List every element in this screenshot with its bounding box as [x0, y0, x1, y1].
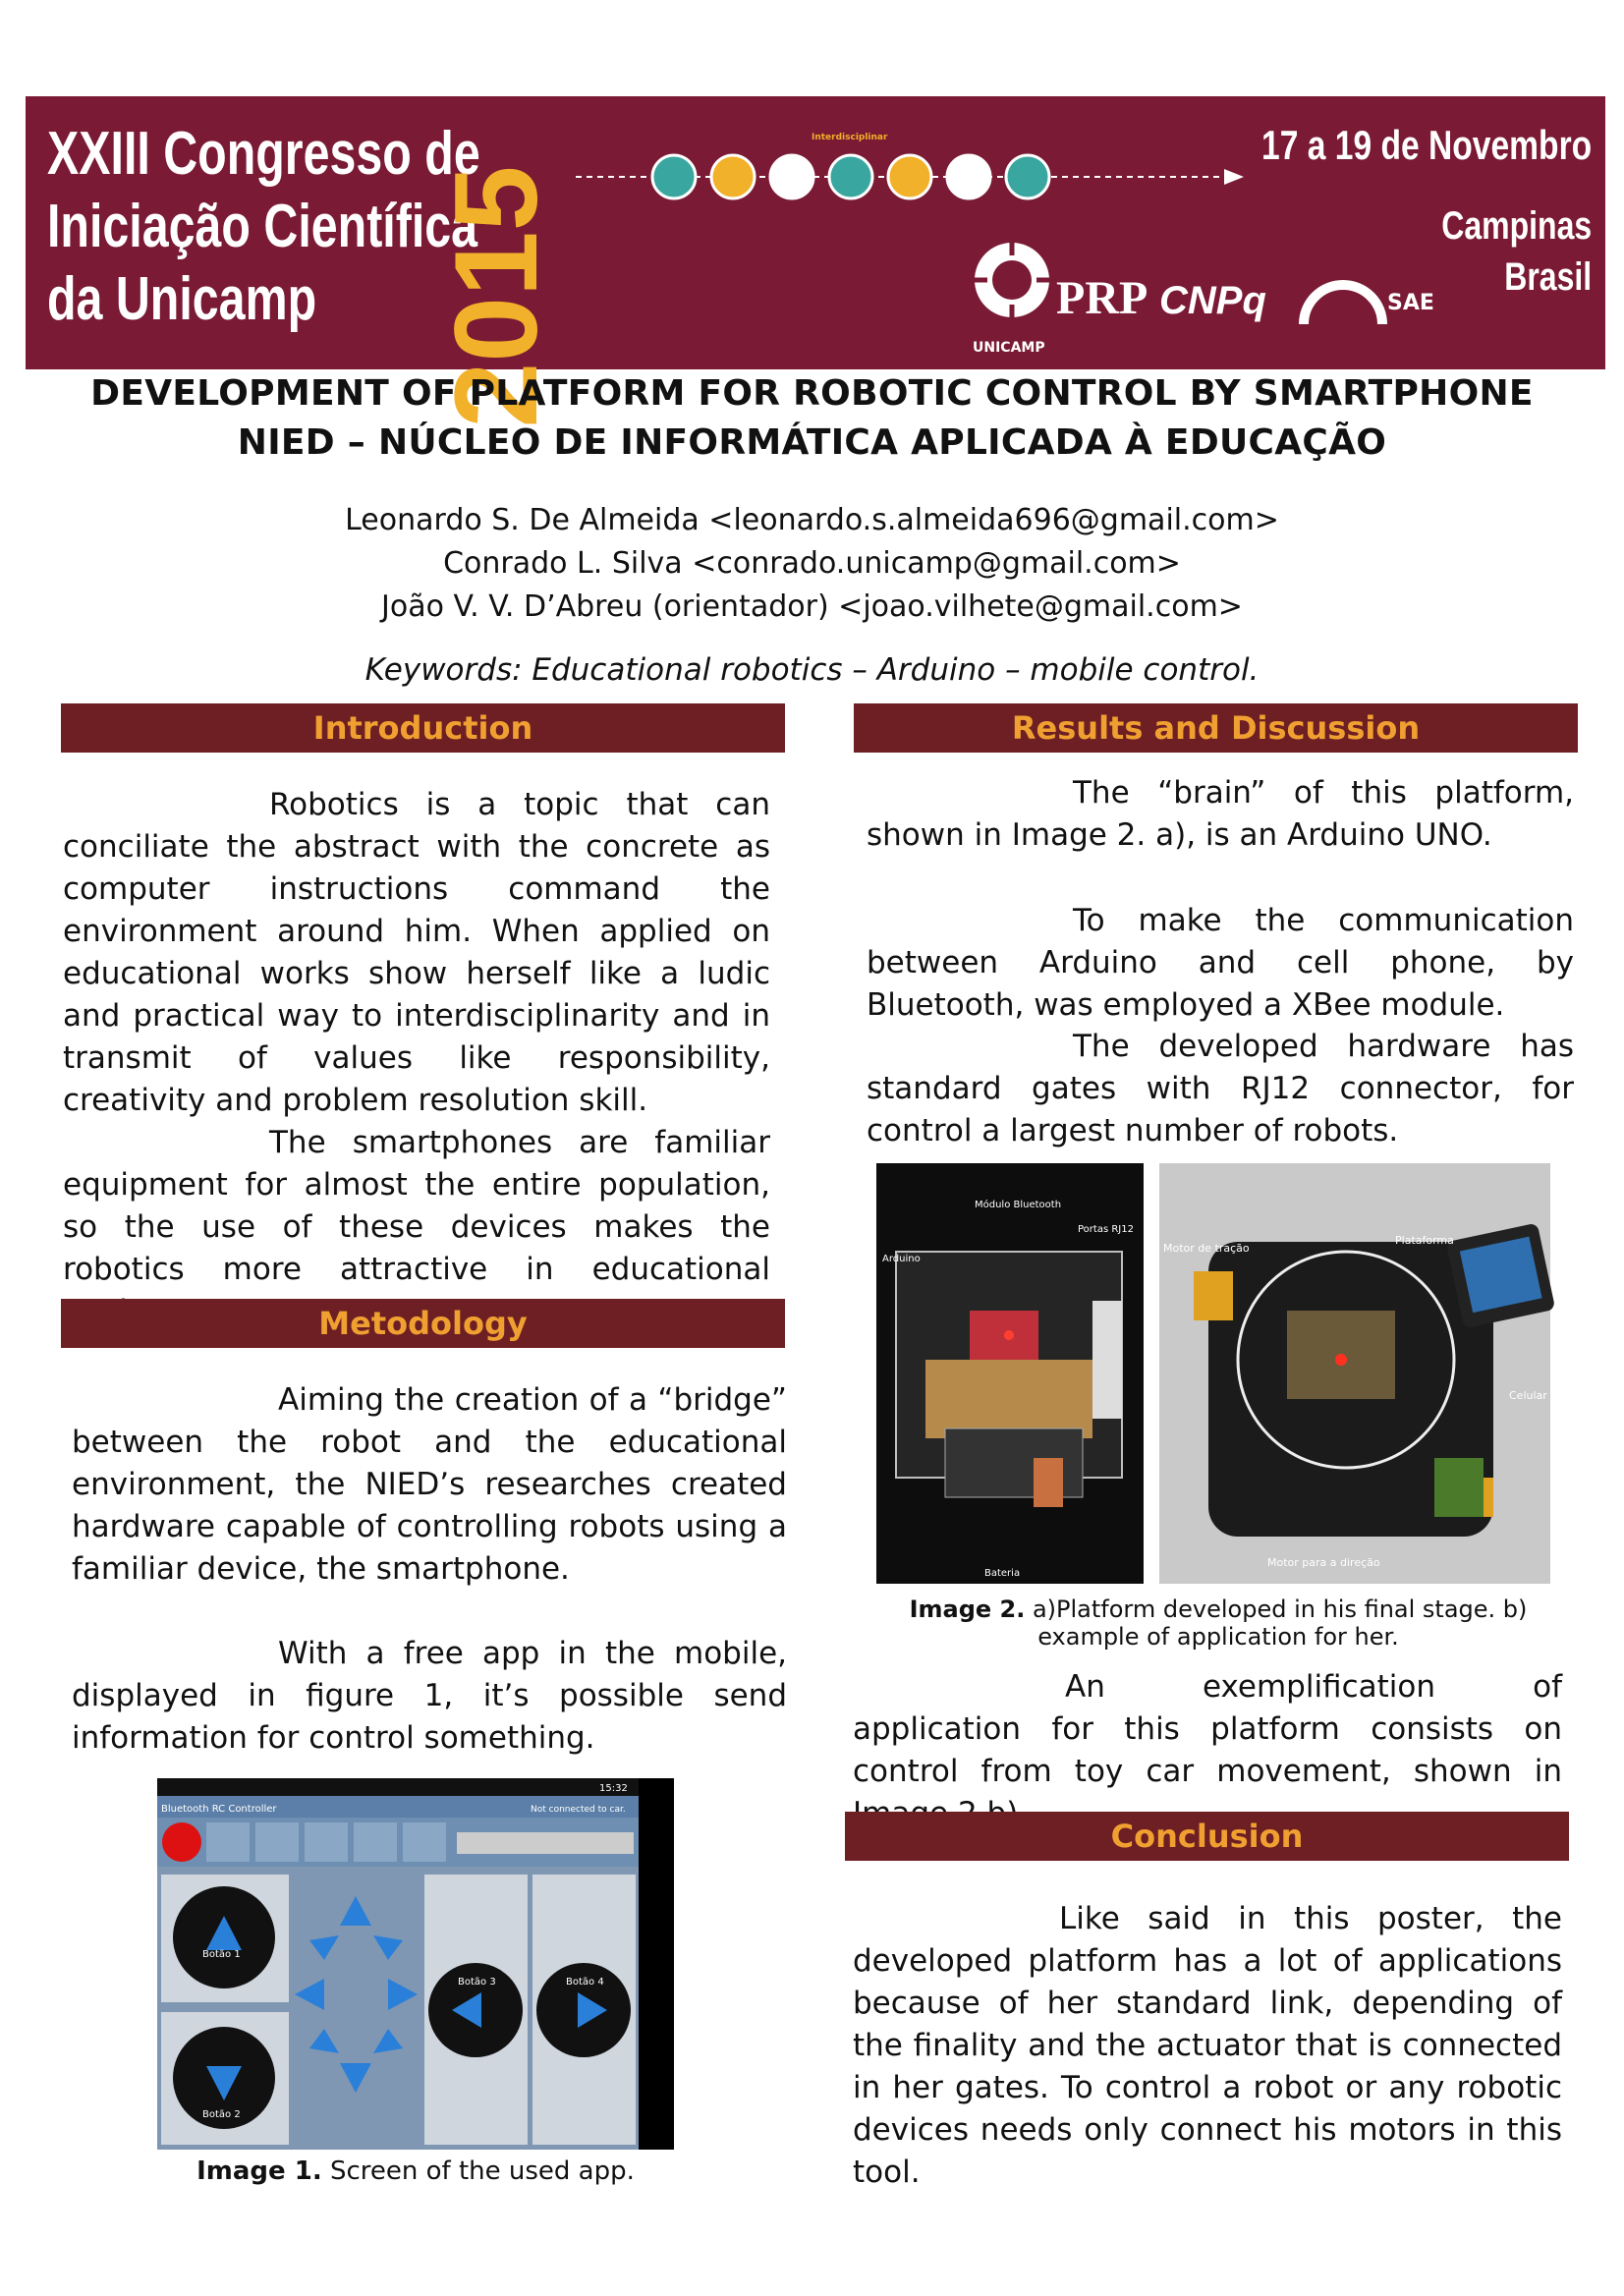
methodology-paragraph-2: With a free app in the mobile, displayed in figure 1, it’s possible send information for control something. — [72, 1636, 787, 1756]
figure-toy-car — [1159, 1163, 1550, 1584]
figure-app-screen — [157, 1778, 674, 2150]
app-clock: 15:32 — [599, 1783, 628, 1794]
banner-title — [47, 118, 480, 336]
prp-logo: PRP — [1056, 272, 1148, 324]
introduction-paragraph-1: Robotics is a topic that can conciliate the abstract with the concrete as computer instructions command the environment around him. When applied on educational works show herself like a ludic and practical way to interdisciplinarity and in transmit of values like responsibility, creativity and problem resolution skill. — [63, 787, 770, 1118]
label-arduino: Arduino — [882, 1254, 921, 1264]
banner-city-line-1: Campinas — [1441, 204, 1592, 248]
toy-car-graphic — [1159, 1163, 1550, 1584]
results-paragraph-1: The “brain” of this platform, shown in Image 2. a), is an Arduino UNO. — [867, 775, 1574, 853]
banner-city-line-2: Brasil — [1504, 255, 1592, 299]
label-traction-motor: Motor de tração — [1163, 1242, 1250, 1255]
sae-logo-icon — [1299, 280, 1387, 329]
timeline-badge: Interdisciplinar — [812, 133, 888, 142]
unicamp-logo-icon — [968, 236, 1056, 324]
banner-year-text: 2015 — [430, 165, 562, 428]
section-heading-conclusion: Conclusion — [845, 1812, 1569, 1861]
paper-title: DEVELOPMENT OF PLATFORM FOR ROBOTIC CONTROL BY SMARTPHONE — [90, 373, 1534, 414]
app-button-3: Botão 3 — [458, 1977, 496, 1988]
label-phone: Celular — [1509, 1389, 1547, 1402]
introduction-paragraph-2: The smartphones are familiar equipment for almost the entire population, so the use of these devices makes the robotics more attractive in educational — [63, 1125, 770, 1287]
app-button-2: Botão 2 — [202, 2109, 241, 2120]
label-steering-motor: Motor para a direção — [1267, 1556, 1380, 1569]
label-rj12-ports: Portas RJ12 — [1078, 1224, 1134, 1235]
results-paragraph-3: The developed hardware has standard gates with RJ12 connector, for control a largest number of robots. — [867, 1029, 1574, 1148]
methodology-paragraph-1: Aiming the creation of a “bridge” between the robot and the educational environment, the NIED’s researches created hardware capable of controlling robots using a familiar device, the smartphone. — [72, 1382, 787, 1587]
banner-city — [1441, 200, 1592, 303]
banner-title-line-3: da Unicamp — [47, 265, 317, 333]
label-bluetooth-module: Módulo Bluetooth — [975, 1200, 1062, 1210]
banner-dates: 17 a 19 de Novembro — [1260, 122, 1592, 168]
unicamp-logo-label: UNICAMP — [973, 340, 1045, 356]
section-heading-results: Results and Discussion — [854, 703, 1578, 753]
app-button-1: Botão 1 — [202, 1949, 241, 1960]
banner-year — [430, 110, 566, 428]
banner-title-line-2: Iniciação Científica — [47, 193, 478, 260]
platform-hardware-graphic — [876, 1163, 1144, 1584]
results-paragraph-4: An exemplification of application for this platform consists on control from toy car movement, shown in — [853, 1669, 1562, 1789]
author-1: Leonardo S. De Almeida <leonardo.s.almeida696@gmail.com> — [345, 503, 1279, 537]
results-paragraph-2: To make the communication between Arduino and cell phone, by Bluetooth, was employed a XBee module. — [867, 903, 1574, 1023]
conclusion-paragraph-1: Like said in this poster, the developed platform has a lot of applications because of her standard link, depending of the finality and the actuator that is connected in her gates. To control a robot or any robotic devices needs only connect his motors in this tool. — [853, 1901, 1562, 2190]
label-battery: Bateria — [984, 1568, 1021, 1579]
image-2-caption — [886, 1596, 1550, 1651]
year-graphic — [430, 110, 566, 428]
image-1-caption-label: Image 1. — [196, 2156, 322, 2186]
label-platform: Plataforma — [1395, 1234, 1454, 1247]
author-2: Conrado L. Silva <conrado.unicamp@gmail.com> — [443, 546, 1181, 581]
section-heading-introduction: Introduction — [61, 703, 785, 753]
image-2-caption-text: a)Platform developed in his final stage. b) example of application for her. — [1025, 1596, 1528, 1651]
figure-platform-hardware — [876, 1163, 1144, 1584]
paper-subtitle: NIED – NÚCLEO DE INFORMÁTICA APLICADA À EDUCAÇÃO — [237, 422, 1387, 463]
author-3: João V. V. D’Abreu (orientador) <joao.vilhete@gmail.com> — [381, 589, 1243, 624]
timeline-graphic — [576, 126, 1244, 214]
banner-title-line-1: XXIII Congresso de — [47, 120, 480, 188]
app-title: Bluetooth RC Controller — [161, 1804, 277, 1815]
app-status: Not connected to car. — [531, 1805, 626, 1815]
app-screen-graphic — [157, 1778, 674, 2150]
image-1-caption-text: Screen of the used app. — [321, 2156, 635, 2186]
sae-logo: SAE — [1387, 291, 1434, 315]
section-heading-methodology: Metodology — [61, 1299, 785, 1348]
keywords: Keywords: Educational robotics – Arduino – mobile control. — [364, 652, 1260, 688]
cnpq-logo: CNPq — [1159, 279, 1266, 322]
app-button-4: Botão 4 — [566, 1977, 604, 1988]
image-1-caption — [157, 2157, 674, 2185]
image-2-caption-label: Image 2. — [909, 1596, 1026, 1623]
